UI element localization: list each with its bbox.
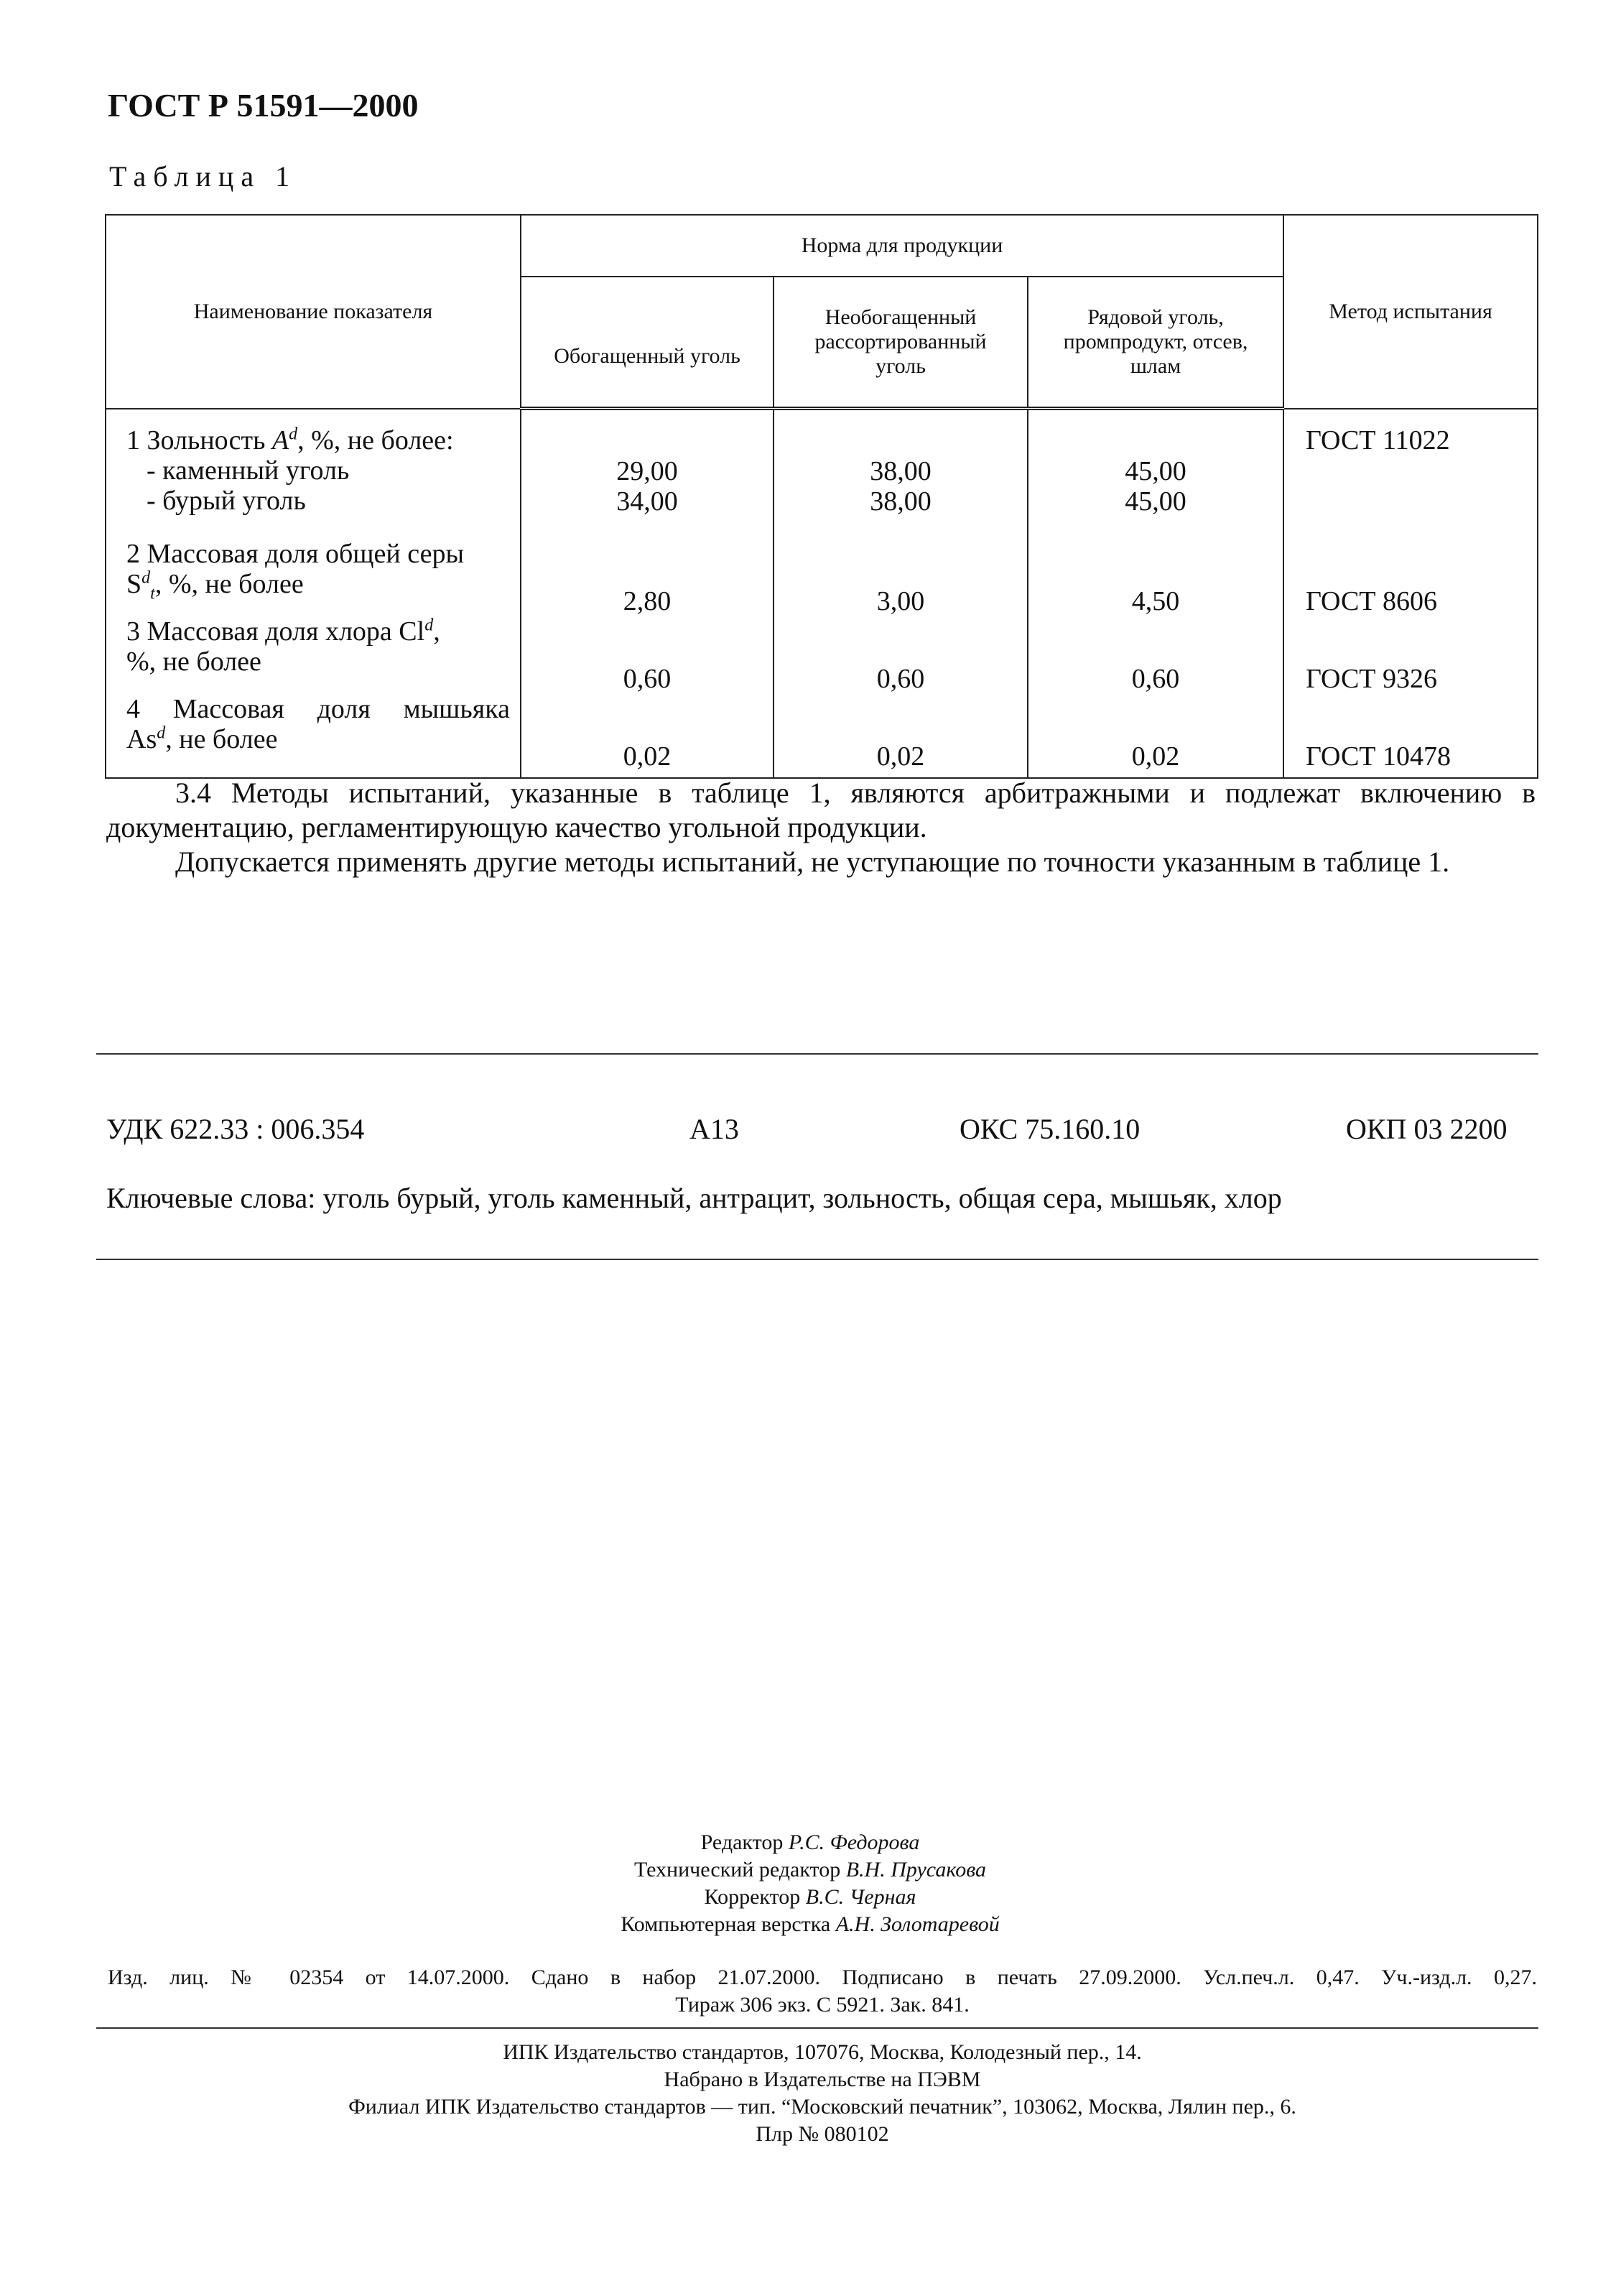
row3-v3: 0,60 [1028, 616, 1283, 694]
row4-method: ГОСТ 10478 [1283, 694, 1538, 778]
divider-top [96, 1053, 1538, 1055]
row2-method: ГОСТ 8606 [1283, 539, 1538, 616]
publisher-line-1: ИПК Издательство стандартов, 107076, Москва, Колодезный пер., 14. [503, 2040, 1142, 2064]
credits-corrector [451, 1885, 1169, 1910]
publisher-line-2: Набрано в Издательстве на ПЭВМ [664, 2068, 981, 2091]
divider-keywords [96, 1259, 1538, 1260]
row3-name [106, 616, 521, 694]
layout-label: Компьютерная верстка [621, 1912, 831, 1936]
paragraph-3-4: 3.4 Методы испытаний, указанные в таблице 1, являются арбитражными и подлежат включению в документацию, регламентирующую качество угольной продукции. [106, 777, 1536, 843]
cell: 34,00 [616, 486, 678, 517]
tech-editor-name: В.Н. Прусакова [845, 1858, 987, 1881]
credits-editor [451, 1830, 1169, 1855]
publisher-line-3: Филиал ИПК Издательство стандартов — тип. “Московский печатник”, 103062, Москва, Лялин пер., 6. [348, 2095, 1296, 2119]
row1-v2 [774, 409, 1028, 539]
row4-symbol: As [126, 723, 157, 754]
header-unenriched-text: Необогащенный рассортированный уголь [814, 305, 987, 378]
row4-name [106, 694, 521, 778]
cell: 38,00 [870, 486, 932, 517]
row1-name-text: 1 Зольность [126, 425, 272, 455]
row1-sub1: - каменный уголь [147, 455, 350, 486]
table-row [106, 616, 1538, 694]
keywords: Ключевые слова: уголь бурый, уголь каменный, антрацит, зольность, общая сера, мышьяк, хлор [106, 1182, 1282, 1214]
row2-v1: 2,80 [521, 539, 774, 616]
group-code: А13 [689, 1113, 739, 1145]
row1-sup: d [289, 424, 298, 443]
header-run-of-mine [1028, 277, 1283, 409]
header-indicator: Наименование показателя [106, 215, 521, 409]
paragraph-alternative-methods: Допускается применять другие методы испытаний, не уступающие по точности указанным в таблице 1. [175, 846, 1450, 878]
document-number: ГОСТ Р 51591—2000 [108, 87, 419, 124]
row4-v2: 0,02 [774, 694, 1028, 778]
row3-name-tail: , [433, 616, 440, 647]
cell: 45,00 [1125, 456, 1186, 486]
divider-bottom [96, 2027, 1538, 2029]
header-unenriched [774, 277, 1028, 409]
row1-method: ГОСТ 11022 [1283, 409, 1538, 539]
corrector-name: В.С. Черная [805, 1885, 916, 1909]
row2-name-text: 2 Массовая доля общей серы [126, 538, 464, 569]
row4-name-tail: , не более [165, 723, 278, 754]
publisher-line-4: Плр № 080102 [756, 2122, 889, 2146]
row4-v3: 0,02 [1028, 694, 1283, 778]
imprint-line-2: Тираж 306 экз. С 5921. Зак. 841. [675, 1993, 970, 2017]
table-row [106, 409, 1538, 539]
udk-code: УДК 622.33 : 006.354 [106, 1113, 365, 1145]
row1-symbol: A [271, 425, 289, 455]
table-label: Таблица 1 [109, 160, 297, 193]
row1-name [106, 409, 521, 539]
table-row [106, 539, 1538, 616]
row2-v3: 4,50 [1028, 539, 1283, 616]
table-row [106, 694, 1538, 778]
row2-name-tail: , %, не более [154, 568, 304, 599]
cell: 45,00 [1125, 486, 1186, 517]
row3-name-line2: %, не более [126, 646, 261, 677]
norms-table [105, 214, 1538, 779]
row2-name [106, 539, 521, 616]
tech-editor-label: Технический редактор [633, 1858, 841, 1881]
layout-name: А.Н. Золотаревой [835, 1912, 1000, 1936]
oks-code: ОКС 75.160.10 [960, 1113, 1141, 1145]
row3-v2: 0,60 [774, 616, 1028, 694]
row1-v3 [1028, 409, 1283, 539]
imprint-line-1: Изд. лиц. № 02354 от 14.07.2000. Сдано в набор 21.07.2000. Подписано в печать 27.09.2000. Усл.печ.л. 0,47. Уч.-изд.л. 0,27. [108, 1966, 1537, 1989]
header-enriched: Обогащенный уголь [521, 277, 774, 409]
editor-label: Редактор [700, 1830, 784, 1854]
cell: 38,00 [870, 456, 932, 486]
row4-sup: d [157, 723, 166, 742]
corrector-label: Корректор [704, 1885, 801, 1909]
editor-name: Р.С. Федорова [788, 1830, 920, 1854]
row4-v1: 0,02 [521, 694, 774, 778]
row2-symbol: S [126, 568, 142, 599]
header-norm-group: Норма для продукции [521, 215, 1283, 277]
header-run-of-mine-text: Рядовой уголь, промпродукт, отсев, шлам [1063, 305, 1248, 378]
row1-sub2: - бурый уголь [147, 485, 306, 516]
row1-v1 [521, 409, 774, 539]
credits-layout [451, 1912, 1169, 1937]
cell: 29,00 [616, 456, 678, 486]
row1-name-tail: , %, не более: [297, 425, 454, 455]
row2-sub: t [150, 584, 155, 603]
row3-sup: d [424, 615, 434, 634]
row4-name-text: 4 Массовая доля мышьяка [126, 693, 510, 724]
row2-v2: 3,00 [774, 539, 1028, 616]
row3-method: ГОСТ 9326 [1283, 616, 1538, 694]
credits-tech-editor [451, 1858, 1169, 1882]
row3-v1: 0,60 [521, 616, 774, 694]
row2-sup: d [141, 568, 151, 587]
okp-code: ОКП 03 2200 [1346, 1113, 1508, 1145]
header-method: Метод испытания [1283, 215, 1538, 409]
row3-name-text: 3 Массовая доля хлора Cl [126, 616, 425, 647]
